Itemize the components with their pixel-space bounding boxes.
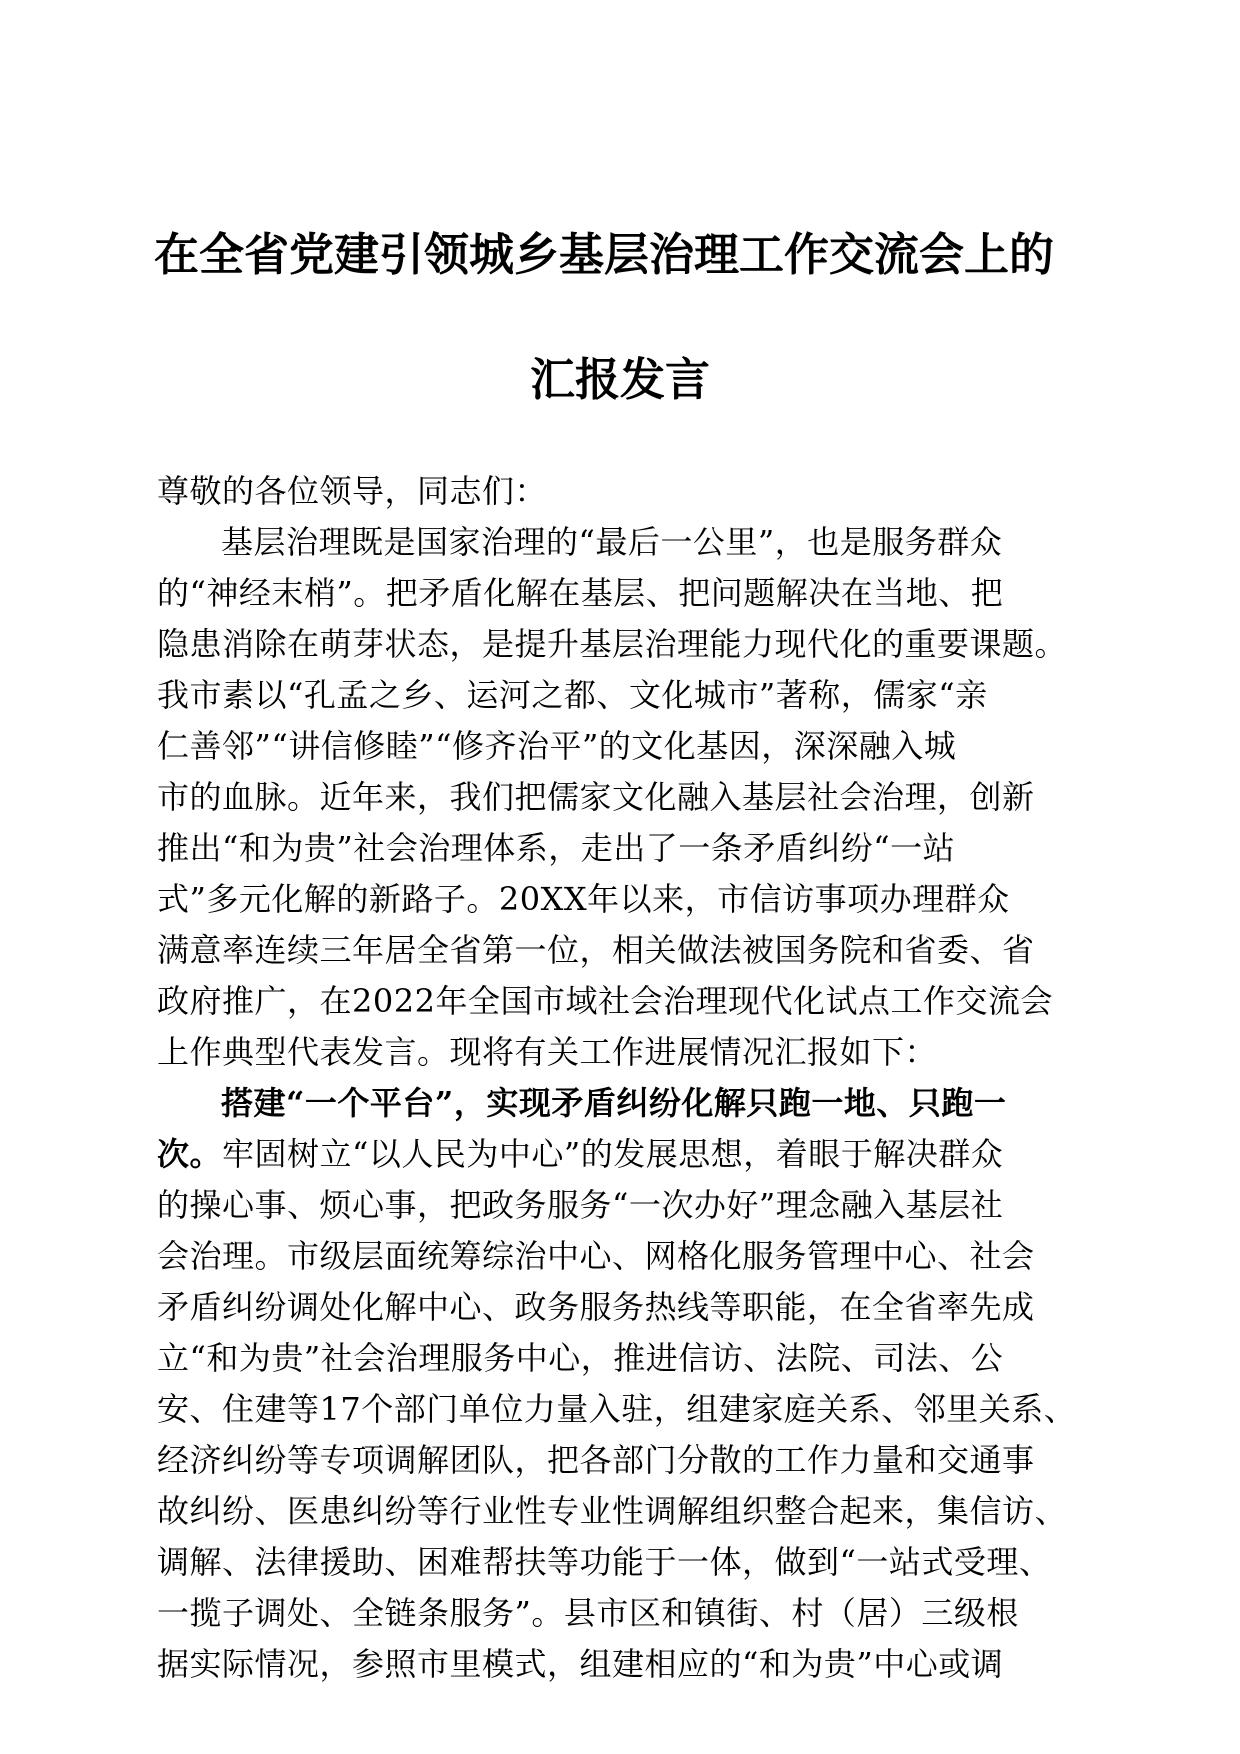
paragraph-2-line-9: 故纠纷、医患纠纷等行业性专业性调解组织整合起来，集信访、 xyxy=(157,1492,1068,1530)
paragraph-1-line-11: 上作典型代表发言。现将有关工作进展情况汇报如下： xyxy=(157,1033,938,1071)
paragraph-1-line-3: 隐患消除在萌芽状态，是提升基层治理能力现代化的重要课题。 xyxy=(157,625,1068,663)
paragraph-2-line-8: 经济纠纷等专项调解团队，把各部门分散的工作力量和交通事 xyxy=(157,1441,1035,1479)
paragraph-2-line-11: 一揽子调处、全链条服务”。县市区和镇街、村（居）三级根 xyxy=(157,1594,1019,1632)
salutation: 尊敬的各位领导，同志们： xyxy=(157,472,548,510)
paragraph-2-line-4: 会治理。市级层面统筹综治中心、网格化服务管理中心、社会 xyxy=(157,1237,1035,1275)
paragraph-2-line-6: 立“和为贵”社会治理服务中心，推进信访、法院、司法、公 xyxy=(157,1339,1004,1377)
document-title-line-2: 汇报发言 xyxy=(529,353,710,406)
paragraph-1-line-4: 我市素以“孔孟之乡、运河之都、文化城市”著称，儒家“亲 xyxy=(157,676,988,714)
paragraph-1-line-6: 市的血脉。近年来，我们把儒家文化融入基层社会治理，创新 xyxy=(157,778,1035,816)
paragraph-1-line-10: 政府推广，在2022年全国市域社会治理现代化试点工作交流会 xyxy=(157,982,1053,1020)
paragraph-1-line-8: 式”多元化解的新路子。20XX年以来，市信访事项办理群众 xyxy=(157,880,1010,918)
document-title-line-1: 在全省党建引领城乡基层治理工作交流会上的 xyxy=(154,228,1055,281)
document-body xyxy=(157,466,1097,1690)
paragraph-2-line-10: 调解、法律援助、困难帮扶等功能于一体，做到“一站式受理、 xyxy=(157,1543,1052,1581)
paragraph-2-line-7: 安、住建等17个部门单位力量入驻，组建家庭关系、邻里关系、 xyxy=(157,1390,1077,1428)
section-heading-line-2: 次。 xyxy=(157,1135,223,1173)
paragraph-2-line-5: 矛盾纠纷调处化解中心、政务服务热线等职能，在全省率先成 xyxy=(157,1288,1035,1326)
paragraph-1-line-7: 推出“和为贵”社会治理体系，走出了一条矛盾纠纷“一站 xyxy=(157,829,956,867)
paragraph-2-line-3: 的操心事、烦心事，把政务服务“一次办好”理念融入基层社 xyxy=(157,1186,1004,1224)
paragraph-1-line-1: 基层治理既是国家治理的“最后一公里”，也是服务群众 xyxy=(221,523,1003,561)
paragraph-2-line-2 xyxy=(157,1129,1097,1180)
paragraph-1-line-5: 仁善邻”“讲信修睦”“修齐治平”的文化基因，深深融入城 xyxy=(157,727,957,765)
paragraph-2-line-2-text: 牢固树立“以人民为中心”的发展思想，着眼于解决群众 xyxy=(222,1135,1004,1173)
section-heading-line-1: 搭建“一个平台”，实现矛盾纠纷化解只跑一地、只跑一 xyxy=(221,1084,1007,1122)
paragraph-2-line-12: 据实际情况，参照市里模式，组建相应的“和为贵”中心或调 xyxy=(157,1645,1004,1683)
paragraph-1-line-2: 的“神经末梢”。把矛盾化解在基层、把问题解决在当地、把 xyxy=(157,574,1004,612)
paragraph-1-line-9: 满意率连续三年居全省第一位，相关做法被国务院和省委、省 xyxy=(157,931,1035,969)
